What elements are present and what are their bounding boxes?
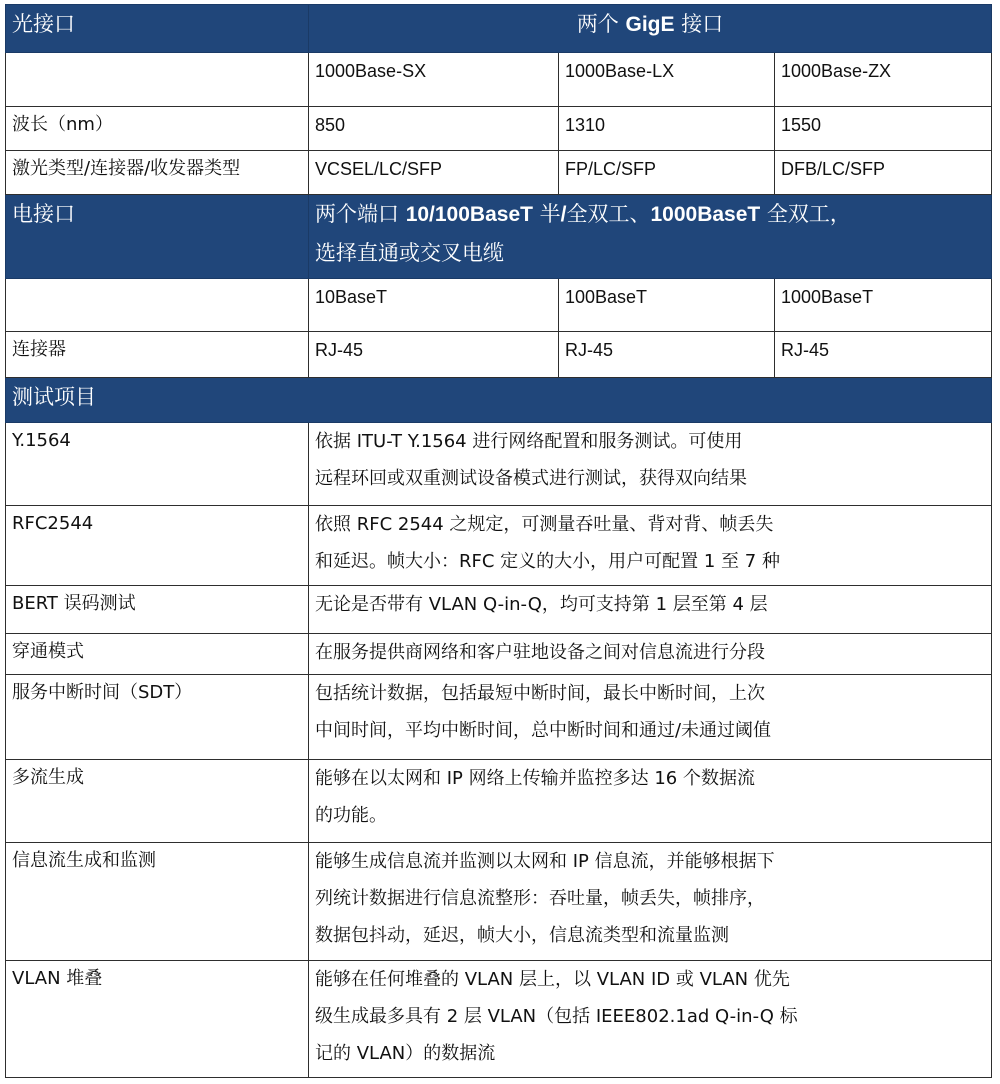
electrical-type-1000: 1000BaseT [775,279,992,332]
test-name: BERT 误码测试 [6,586,309,634]
test-row [6,843,992,961]
electrical-type-100: 100BaseT [559,279,775,332]
test-row [6,675,992,760]
test-row [6,586,992,634]
test-name: RFC2544 [6,506,309,586]
test-desc: 包括统计数据，包括最短中断时间，最长中断时间，上次 中间时间，平均中断时间，总中断时间和通过/未通过阈值 [309,675,992,760]
test-desc: 在服务提供商网络和客户驻地设备之间对信息流进行分段 [309,634,992,675]
test-desc: 能够生成信息流并监测以太网和 IP 信息流，并能够根据下 列统计数据进行信息流整形：吞吐量，帧丢失，帧排序， 数据包抖动，延迟，帧大小，信息流类型和流量监测 [309,843,992,961]
wavelength-label: 波长（nm） [6,107,309,151]
optical-header: 光接口 [6,5,309,53]
tests-header-row [6,378,992,423]
connector-label: 连接器 [6,332,309,378]
optical-type-zx: 1000Base-ZX [775,53,992,107]
wavelength-sx: 850 [309,107,559,151]
connector-100: RJ-45 [559,332,775,378]
test-row [6,634,992,675]
test-row [6,506,992,586]
wavelength-lx: 1310 [559,107,775,151]
test-desc: 无论是否带有 VLAN Q-in-Q，均可支持第 1 层至第 4 层 [309,586,992,634]
test-name: Y.1564 [6,423,309,506]
spec-table [5,4,992,1078]
laser-lx: FP/LC/SFP [559,151,775,195]
test-name: 信息流生成和监测 [6,843,309,961]
laser-zx: DFB/LC/SFP [775,151,992,195]
tests-header: 测试项目 [6,378,992,423]
test-desc: 能够在任何堆叠的 VLAN 层上，以 VLAN ID 或 VLAN 优先 级生成最多具有 2 层 VLAN（包括 IEEE802.1ad Q-in-Q 标 记的 VLAN）的数据流 [309,961,992,1078]
optical-type-row [6,53,992,107]
optical-type-lx: 1000Base-LX [559,53,775,107]
test-name: VLAN 堆叠 [6,961,309,1078]
optical-type-sx: 1000Base-SX [309,53,559,107]
test-row [6,961,992,1078]
electrical-header-row [6,195,992,279]
electrical-type-row [6,279,992,332]
optical-ports: 两个 GigE 接口 [309,5,992,53]
connector-row [6,332,992,378]
wavelength-zx: 1550 [775,107,992,151]
electrical-type-10: 10BaseT [309,279,559,332]
electrical-header: 电接口 [6,195,309,279]
test-desc: 能够在以太网和 IP 网络上传输并监控多达 16 个数据流 的功能。 [309,760,992,843]
electrical-desc: 两个端口 10/100BaseT 半/全双工、1000BaseT 全双工， 选择直通或交叉电缆 [309,195,992,279]
test-row [6,760,992,843]
test-name: 服务中断时间（SDT） [6,675,309,760]
laser-row [6,151,992,195]
wavelength-row [6,107,992,151]
optical-header-row [6,5,992,53]
test-desc: 依照 RFC 2544 之规定，可测量吞吐量、背对背、帧丢失 和延迟。帧大小：RFC 定义的大小，用户可配置 1 至 7 种 [309,506,992,586]
laser-sx: VCSEL/LC/SFP [309,151,559,195]
test-name: 多流生成 [6,760,309,843]
test-row [6,423,992,506]
connector-1000: RJ-45 [775,332,992,378]
test-desc: 依据 ITU-T Y.1564 进行网络配置和服务测试。可使用 远程环回或双重测试设备模式进行测试，获得双向结果 [309,423,992,506]
test-name: 穿通模式 [6,634,309,675]
laser-label: 激光类型/连接器/收发器类型 [6,151,309,195]
connector-10: RJ-45 [309,332,559,378]
